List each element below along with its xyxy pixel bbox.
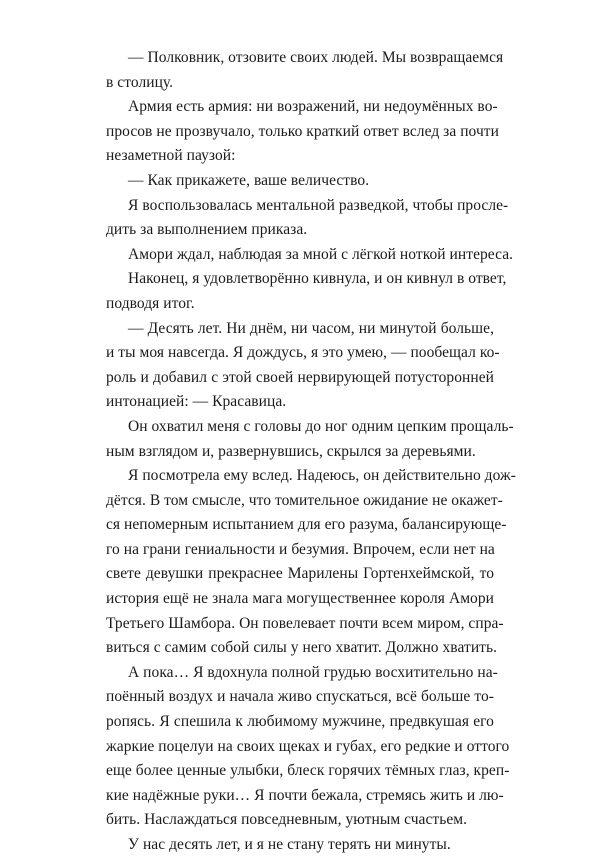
text-line: ся непомерным испытанием для его разума, балансирующе- [106, 516, 507, 534]
text-line: Я посмотрела ему вслед. Надеюсь, он действительно дож- [128, 467, 516, 485]
text-line: Я воспользовалась ментальной разведкой, чтобы просле- [128, 196, 509, 214]
body-text [106, 46, 516, 858]
text-line: Армия есть армия: ни возражений, ни недоумённых во- [128, 98, 498, 116]
text-line: роль и добавил с этой своей нервирующей потусторонней [106, 368, 494, 386]
text-line: — Десять лет. Ни днём, ни часом, ни минутой больше, [128, 319, 494, 337]
text-line: ропясь. Я спешила к любимому мужчине, предвкушая его [106, 713, 494, 731]
text-line: Третьего Шамбора. Он повелевает почти всем миром, спра- [106, 614, 504, 632]
text-line: и ты моя навсегда. Я дождусь, я это умею, — пообещал ко- [106, 344, 500, 362]
text-line: го на грани гениальности и безумия. Впрочем, если нет на [106, 540, 495, 558]
text-line: Амори ждал, наблюдая за мной с лёгкой ноткой интереса. [128, 245, 514, 263]
text-line: поённый воздух и начала живо спускаться, всё больше то- [106, 688, 494, 706]
text-line: бить. Наслаждаться повседневным, уютным счастьем. [106, 811, 468, 829]
text-line: жаркие поцелуи на своих щеках и губах, его редкие и оттого [106, 737, 510, 755]
text-line: Наконец, я удовлетворённо кивнула, и он кивнул в ответ, [128, 270, 507, 288]
text-line: виться с самим собой силы у него хватит. Должно хватить. [106, 639, 498, 657]
text-line: просов не прозвучало, только краткий ответ вслед за почти [106, 122, 499, 140]
text-line: свете девушки прекраснее Марилены Гортенхеймской, то [106, 565, 494, 583]
text-line: — Как прикажете, ваше величество. [128, 171, 370, 189]
text-line: кие надёжные руки… Я почти бежала, стремясь жить и лю- [106, 786, 504, 804]
text-line: еще более ценные улыбки, блеск горячих тёмных глаз, креп- [106, 762, 510, 780]
text-line: подводя итог. [106, 294, 195, 312]
text-line: дить за выполнением приказа. [106, 221, 308, 239]
text-line: ным взглядом и, развернувшись, скрылся за деревьями. [106, 442, 476, 460]
text-line: У нас десять лет, и я не стану терять ни минуты. [128, 836, 451, 853]
text-line: история ещё не знала мага могущественнее короля Амори [106, 590, 494, 608]
text-line: незаметной паузой: [106, 147, 236, 165]
text-line: интонацией: — Красавица. [106, 393, 287, 411]
text-line: Он охватил меня с головы до ног одним цепким прощаль- [128, 417, 514, 435]
text-line: — Полковник, отзовите своих людей. Мы возвращаемся [128, 49, 504, 66]
text-line: в столицу. [106, 73, 174, 91]
text-line: дётся. В том смысле, что томительное ожидание не окажет- [106, 491, 503, 509]
text-line: А пока… Я вдохнула полной грудью восхитительно на- [128, 663, 498, 681]
